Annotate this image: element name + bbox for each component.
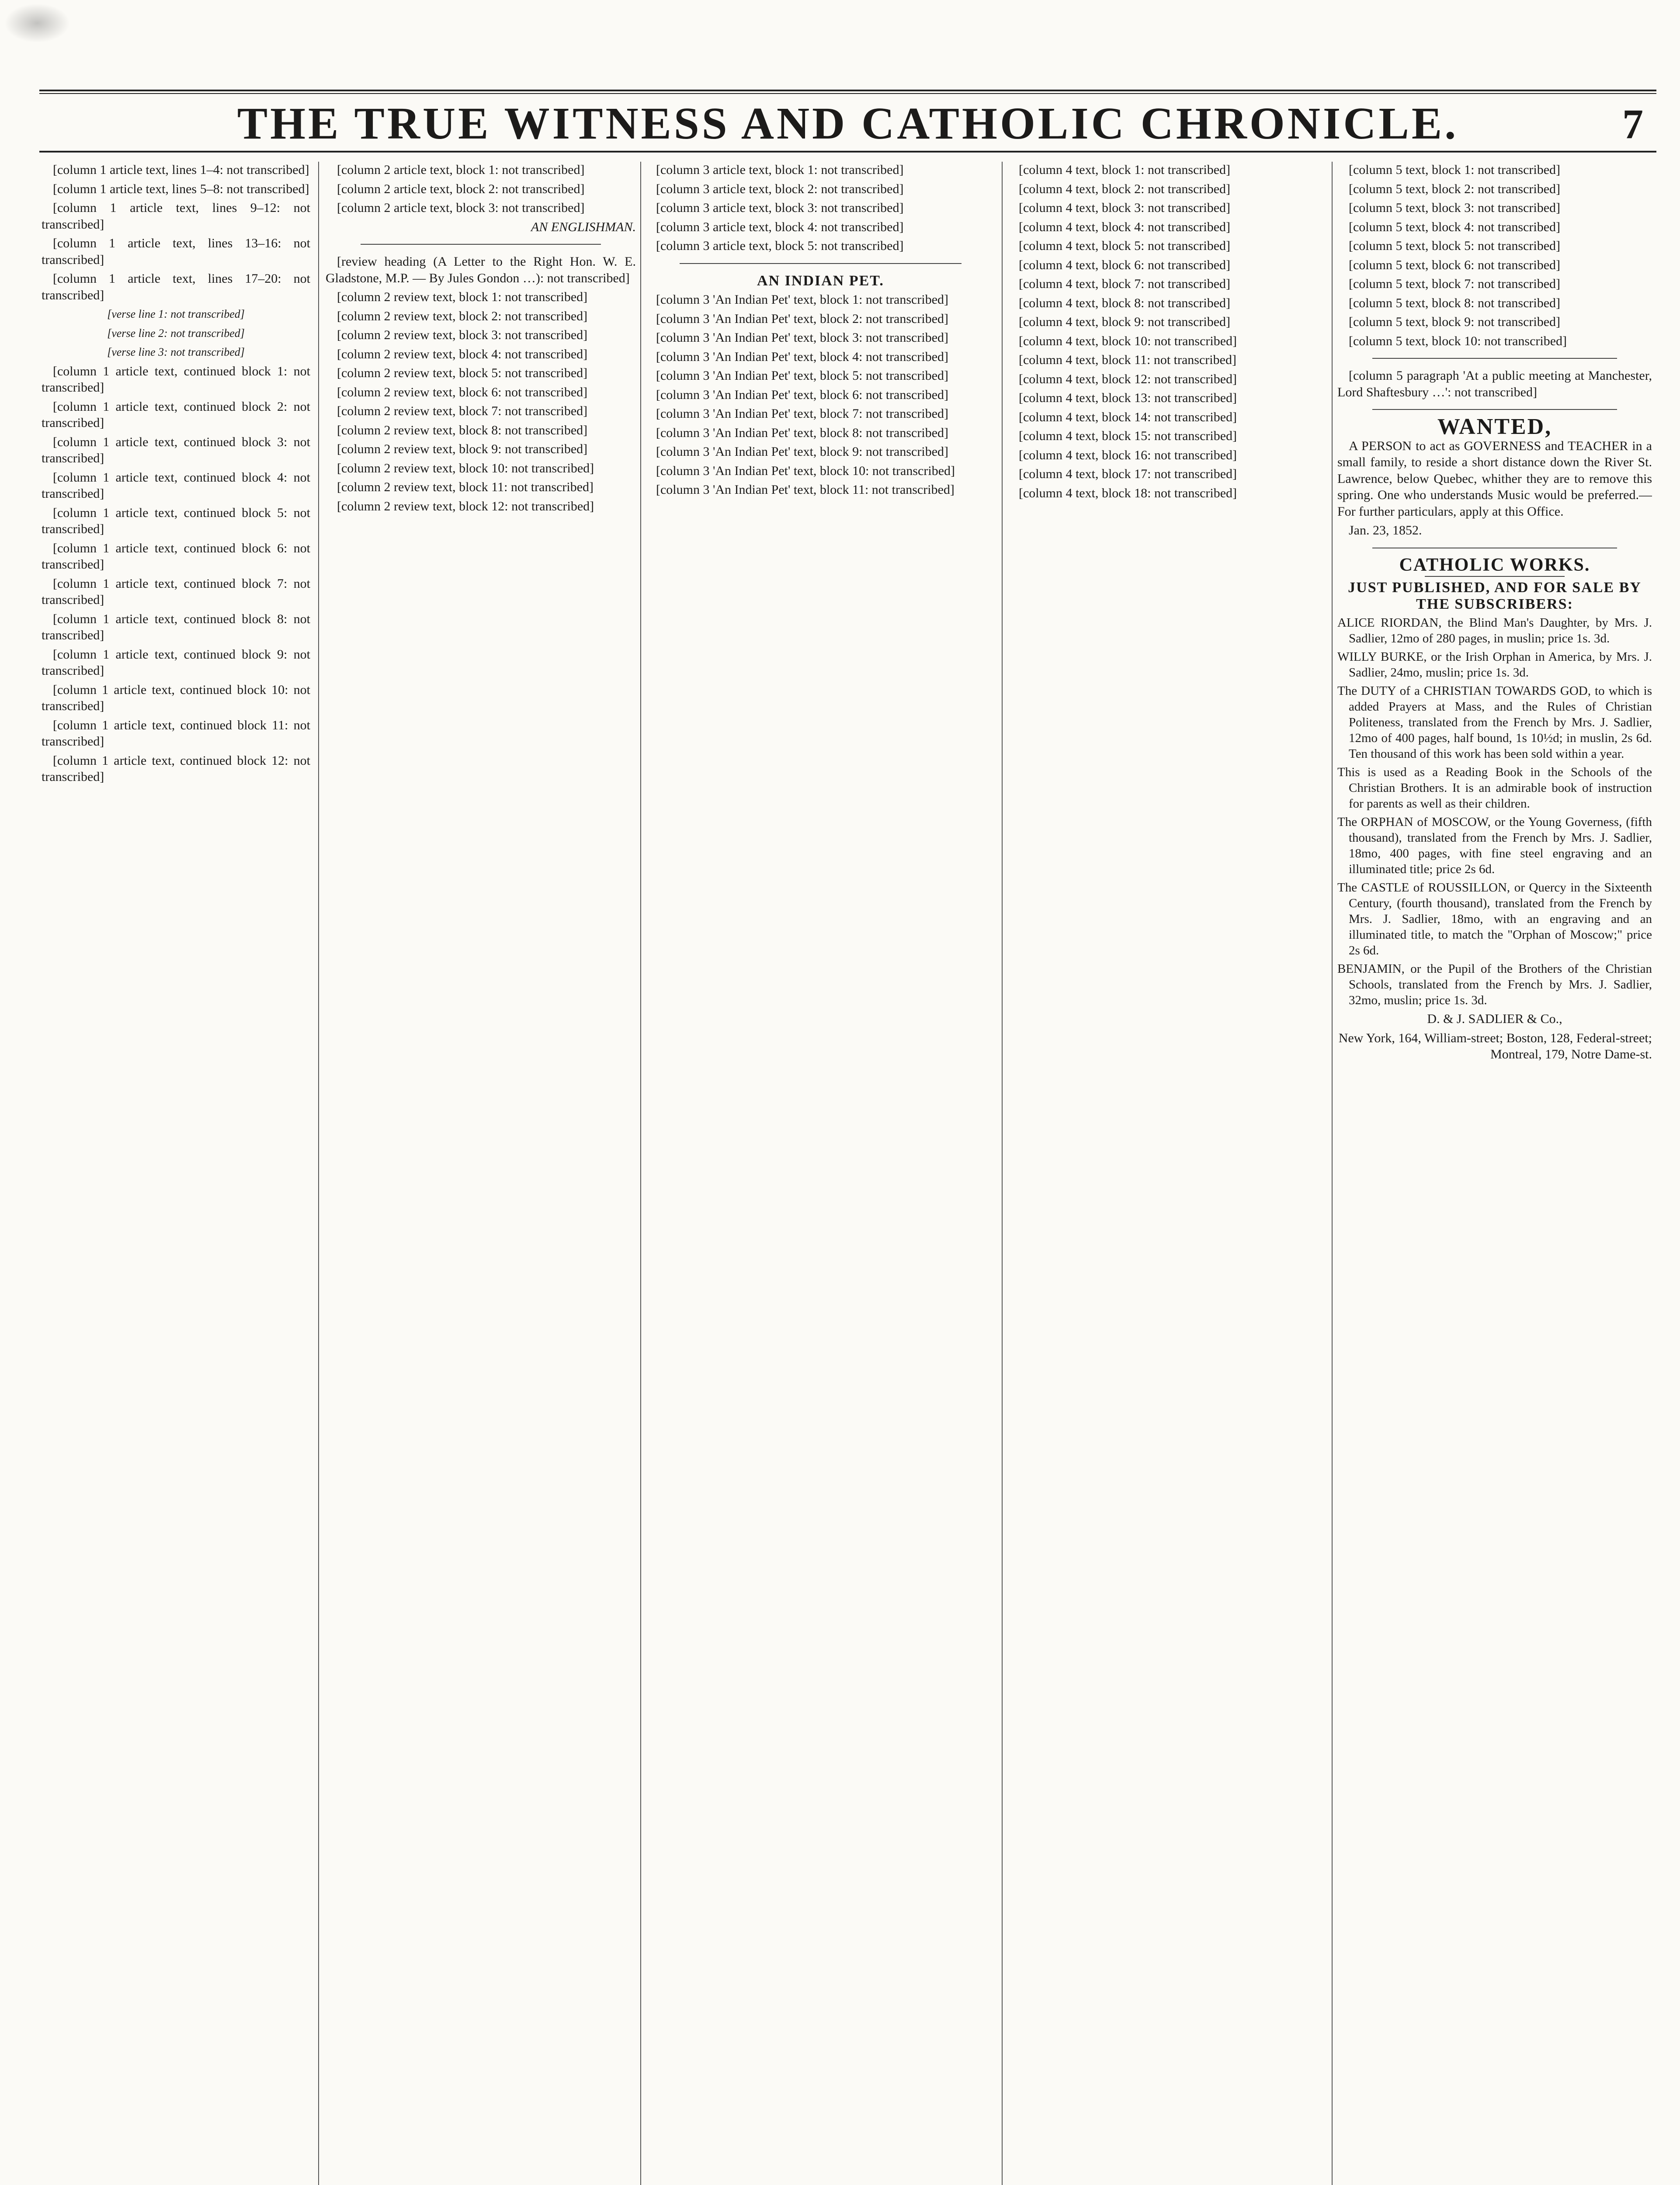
- column-3: [645, 162, 996, 2185]
- article-paragraph: [column 3 article text, block 4: not transcribed]: [656, 219, 904, 234]
- article-paragraph: [column 4 text, block 8: not transcribed]: [1019, 295, 1231, 310]
- publisher-name: D. & J. SADLIER & Co.,: [1427, 1012, 1562, 1026]
- column-4: [1007, 162, 1326, 2185]
- wanted-heading: WANTED,: [1437, 414, 1552, 439]
- wanted-ad-text: A PERSON to act as GOVERNESS and TEACHER in a small family, to reside a short distance down the River St. Lawrence, below Quebec, whither they are to remove this spring. One who understands Music would be preferred.—For further particulars, apply at this Office.: [1337, 438, 1652, 519]
- article-paragraph: [column 3 article text, block 2: not transcribed]: [656, 181, 904, 196]
- article-paragraph: [column 3 'An Indian Pet' text, block 9: not transcribed]: [656, 444, 948, 459]
- article-paragraph: [column 1 article text, continued block 3: not transcribed]: [42, 434, 310, 465]
- article-paragraph: [column 5 text, block 2: not transcribed]: [1349, 181, 1561, 196]
- article-paragraph: [column 3 'An Indian Pet' text, block 8: not transcribed]: [656, 425, 948, 440]
- book-listing: BENJAMIN, or the Pupil of the Brothers of the Christian Schools, translated from the French by Mrs. J. Sadlier, 32mo, muslin; price 1s. 3d.: [1337, 962, 1652, 1007]
- article-paragraph: [column 4 text, block 15: not transcribed]: [1019, 429, 1237, 443]
- article-paragraph: [column 1 article text, continued block 8: not transcribed]: [42, 611, 310, 642]
- article-paragraph: [column 2 article text, block 2: not transcribed]: [337, 181, 585, 196]
- article-paragraph: [column 4 text, block 18: not transcribed]: [1019, 486, 1237, 500]
- page-stain: [4, 3, 70, 43]
- article-paragraph: [column 1 article text, lines 17–20: not transcribed]: [42, 271, 310, 302]
- article-paragraph: [column 2 review text, block 12: not transcribed]: [337, 499, 594, 513]
- article-paragraph: [column 2 review text, block 10: not transcribed]: [337, 461, 594, 475]
- article-paragraph: [column 3 'An Indian Pet' text, block 7: not transcribed]: [656, 406, 948, 421]
- article-paragraph: [column 1 article text, continued block 5: not transcribed]: [42, 505, 310, 536]
- article-paragraph: [column 3 'An Indian Pet' text, block 5: not transcribed]: [656, 368, 948, 383]
- verse-line: [verse line 3: not transcribed]: [107, 346, 245, 358]
- article-paragraph: [column 1 article text, lines 13–16: not transcribed]: [42, 236, 310, 267]
- masthead-top-rule: [39, 90, 1656, 91]
- publisher-address: New York, 164, William-street; Boston, 128, Federal-street; Montreal, 179, Notre Dame-st.: [1338, 1030, 1652, 1061]
- article-paragraph: [column 2 article text, block 3: not transcribed]: [337, 201, 585, 215]
- catholic-works-heading: CATHOLIC WORKS.: [1399, 555, 1590, 575]
- article-paragraph: [column 1 article text, lines 5–8: not transcribed]: [53, 181, 309, 196]
- article-paragraph: [column 4 text, block 17: not transcribed]: [1019, 467, 1237, 481]
- article-paragraph: [column 4 text, block 14: not transcribed]: [1019, 409, 1237, 424]
- article-paragraph: [column 5 text, block 8: not transcribed]: [1349, 295, 1561, 310]
- article-separator: [680, 263, 961, 264]
- article-paragraph: [column 5 text, block 9: not transcribed]: [1349, 315, 1561, 329]
- column-5: [1337, 162, 1652, 2185]
- article-paragraph: [column 5 text, block 6: not transcribed]: [1349, 257, 1561, 272]
- article-paragraph: [column 1 article text, continued block 12: not transcribed]: [42, 753, 310, 784]
- book-listing: The DUTY of a CHRISTIAN TOWARDS GOD, to which is added Prayers at Mass, and the Rules of Christian Politeness, translated from the French by Mrs. J. Sadlier, 12mo of 400 pages, half bound, 1s 10½d; in muslin, 2s 6d. Ten thousand of this work has been sold within a year.: [1337, 684, 1652, 761]
- article-paragraph: [column 5 text, block 3: not transcribed]: [1349, 201, 1561, 215]
- article-paragraph: [column 3 'An Indian Pet' text, block 1: not transcribed]: [656, 292, 948, 307]
- masthead-top-rule-thin: [39, 93, 1656, 94]
- article-paragraph: [column 5 text, block 5: not transcribed]: [1349, 239, 1561, 253]
- article-paragraph: [column 3 article text, block 3: not transcribed]: [656, 201, 904, 215]
- article-paragraph: [column 3 article text, block 5: not transcribed]: [656, 239, 904, 253]
- book-listing: The ORPHAN of MOSCOW, or the Young Governess, (fifth thousand), translated from the French by Mrs. J. Sadlier, 18mo, 400 pages, with fine steel engraving and an illuminated title; price 2s 6d.: [1337, 815, 1652, 876]
- book-listing: ALICE RIORDAN, the Blind Man's Daughter, by Mrs. J. Sadlier, 12mo of 280 pages, in muslin; price 1s. 3d.: [1337, 616, 1652, 645]
- article-separator: [1372, 409, 1617, 410]
- article-paragraph: [column 1 article text, continued block 7: not transcribed]: [42, 576, 310, 607]
- article-paragraph: [column 3 'An Indian Pet' text, block 10: not transcribed]: [656, 463, 955, 478]
- column-1: [42, 162, 310, 2185]
- article-paragraph: [column 3 'An Indian Pet' text, block 2: not transcribed]: [656, 311, 948, 326]
- article-paragraph: [column 4 text, block 4: not transcribed]: [1019, 219, 1231, 234]
- book-listing: The CASTLE of ROUSSILLON, or Quercy in the Sixteenth Century, (fourth thousand), translated from the French by Mrs. J. Sadlier, 18mo, with an engraving and an illuminated title, to match the "Orphan of Moscow;" price 2s 6d.: [1337, 881, 1652, 957]
- article-paragraph: [column 3 article text, block 1: not transcribed]: [656, 163, 904, 177]
- article-signature: AN ENGLISHMAN.: [531, 219, 636, 234]
- just-published-heading: JUST PUBLISHED, AND FOR SALE BY THE SUBSCRIBERS:: [1348, 579, 1642, 612]
- article-paragraph: [column 3 'An Indian Pet' text, block 4: not transcribed]: [656, 349, 948, 364]
- column-divider: [640, 162, 641, 2185]
- article-paragraph: [column 1 article text, lines 9–12: not transcribed]: [42, 201, 310, 232]
- article-paragraph: [column 1 article text, continued block 9: not transcribed]: [42, 647, 310, 678]
- article-paragraph: [column 4 text, block 13: not transcribed]: [1019, 391, 1237, 405]
- column-divider: [1332, 162, 1333, 2185]
- article-paragraph: [column 2 review text, block 2: not transcribed]: [337, 309, 588, 323]
- article-paragraph: [column 4 text, block 5: not transcribed]: [1019, 239, 1231, 253]
- article-paragraph: [column 3 'An Indian Pet' text, block 11: not transcribed]: [656, 482, 955, 497]
- newspaper-title: THE TRUE WITNESS AND CATHOLIC CHRONICLE.: [237, 98, 1459, 149]
- article-paragraph: [column 1 article text, continued block 1: not transcribed]: [42, 364, 310, 395]
- article-paragraph: [column 2 review text, block 4: not transcribed]: [337, 347, 588, 361]
- article-paragraph: [column 4 text, block 6: not transcribed]: [1019, 257, 1231, 272]
- article-paragraph: [column 2 review text, block 7: not transcribed]: [337, 404, 588, 418]
- article-paragraph: [column 5 text, block 1: not transcribed]: [1349, 163, 1561, 177]
- article-paragraph: [column 4 text, block 7: not transcribed]: [1019, 277, 1231, 291]
- article-paragraph: [column 1 article text, continued block 10: not transcribed]: [42, 682, 310, 713]
- book-listing: WILLY BURKE, or the Irish Orphan in America, by Mrs. J. Sadlier, 24mo, muslin; price 1s. 3d.: [1337, 650, 1652, 680]
- heading-rule: [1425, 576, 1565, 577]
- article-paragraph: [column 3 'An Indian Pet' text, block 6: not transcribed]: [656, 387, 948, 402]
- review-heading: [review heading (A Letter to the Right Hon. W. E. Gladstone, M.P. — By Jules Gondon …): not transcribed]: [326, 254, 636, 285]
- wanted-ad-date: Jan. 23, 1852.: [1349, 523, 1422, 538]
- masthead: [39, 90, 1656, 155]
- article-paragraph: [column 1 article text, lines 1–4: not transcribed]: [53, 163, 309, 177]
- article-paragraph: [column 4 text, block 12: not transcribed]: [1019, 371, 1237, 386]
- article-paragraph: [column 2 review text, block 6: not transcribed]: [337, 385, 588, 399]
- section-heading-indian-pet: AN INDIAN PET.: [757, 272, 884, 289]
- article-paragraph: [column 3 'An Indian Pet' text, block 3: not transcribed]: [656, 330, 948, 345]
- article-paragraph: [column 4 text, block 16: not transcribed]: [1019, 447, 1237, 462]
- verse-line: [verse line 2: not transcribed]: [107, 326, 245, 340]
- article-separator: [361, 244, 601, 245]
- article-paragraph: [column 4 text, block 1: not transcribed]: [1019, 163, 1231, 177]
- book-listing: This is used as a Reading Book in the Schools of the Christian Brothers. It is an admirable book of instruction for parents as well as their children.: [1337, 765, 1652, 811]
- article-paragraph: [column 2 review text, block 1: not transcribed]: [337, 290, 588, 304]
- article-paragraph: [column 1 article text, continued block 4: not transcribed]: [42, 470, 310, 501]
- column-divider: [318, 162, 319, 2185]
- article-paragraph: [column 2 review text, block 8: not transcribed]: [337, 423, 588, 437]
- article-paragraph: [column 2 review text, block 11: not transcribed]: [337, 480, 594, 494]
- article-paragraph: [column 4 text, block 10: not transcribed]: [1019, 333, 1237, 348]
- article-paragraph: [column 1 article text, continued block 11: not transcribed]: [42, 718, 310, 749]
- article-paragraph: [column 2 review text, block 9: not transcribed]: [337, 442, 588, 456]
- article-separator: [1372, 358, 1617, 359]
- article-paragraph: [column 2 article text, block 1: not transcribed]: [337, 163, 585, 177]
- article-paragraph: [column 2 review text, block 5: not transcribed]: [337, 366, 588, 380]
- column-2: [326, 162, 636, 2185]
- article-paragraph: [column 1 article text, continued block 2: not transcribed]: [42, 399, 310, 430]
- article-paragraph: [column 5 paragraph 'At a public meeting at Manchester, Lord Shaftesbury …': not transcribed]: [1337, 368, 1652, 399]
- article-paragraph: [column 2 review text, block 3: not transcribed]: [337, 328, 588, 342]
- verse-line: [verse line 1: not transcribed]: [107, 308, 245, 320]
- page-number: 7: [1622, 101, 1643, 147]
- article-paragraph: [column 5 text, block 10: not transcribed]: [1349, 333, 1567, 348]
- article-paragraph: [column 4 text, block 11: not transcribed]: [1019, 353, 1236, 367]
- article-paragraph: [column 5 text, block 7: not transcribed]: [1349, 277, 1561, 291]
- column-divider: [1002, 162, 1003, 2185]
- masthead-bottom-rule: [39, 151, 1656, 153]
- article-paragraph: [column 5 text, block 4: not transcribed]: [1349, 219, 1561, 234]
- article-paragraph: [column 4 text, block 3: not transcribed]: [1019, 201, 1231, 215]
- article-paragraph: [column 4 text, block 9: not transcribed]: [1019, 315, 1231, 329]
- article-paragraph: [column 4 text, block 2: not transcribed]: [1019, 181, 1231, 196]
- article-paragraph: [column 1 article text, continued block 6: not transcribed]: [42, 541, 310, 572]
